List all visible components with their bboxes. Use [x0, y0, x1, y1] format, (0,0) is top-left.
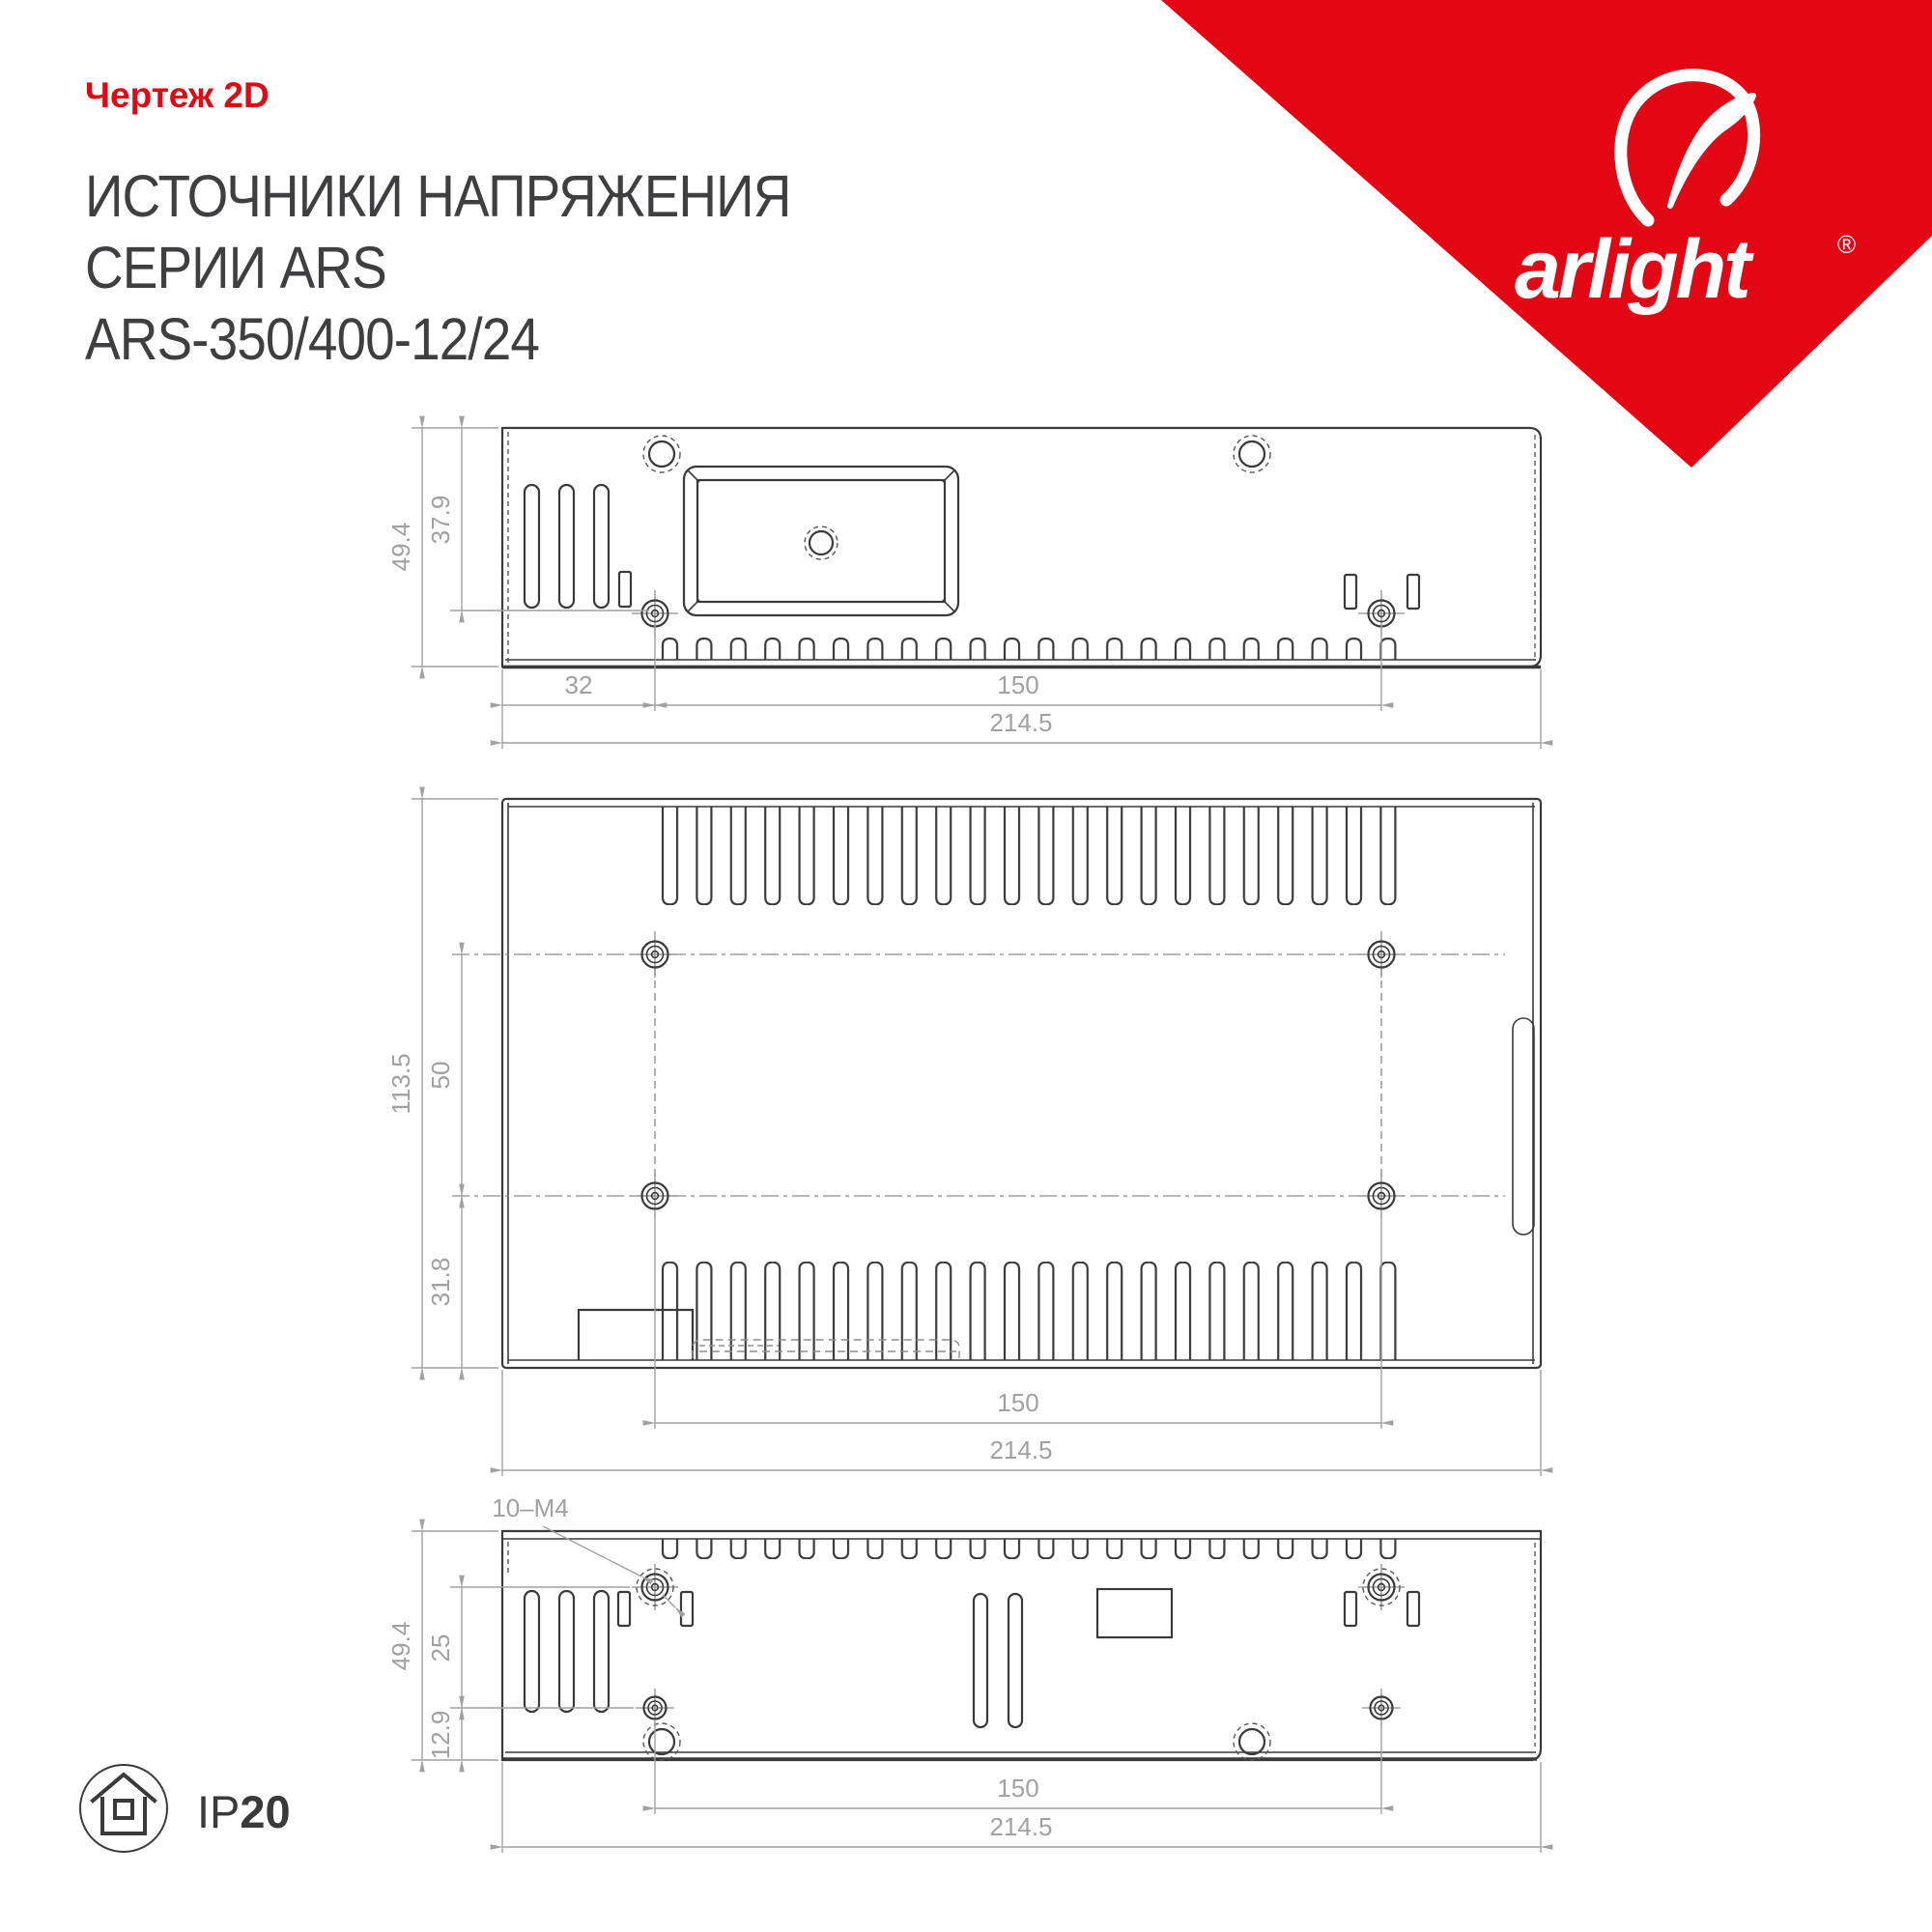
back-hole — [649, 1729, 674, 1754]
mount-screw — [632, 931, 678, 978]
top-upper-vents — [653, 807, 1406, 905]
dim-total-height: 49.4 — [386, 1621, 415, 1671]
front-bottom-vents — [653, 638, 1406, 660]
back-small-slot — [1345, 1592, 1356, 1626]
cover-screw-hole — [810, 531, 833, 554]
thread-label: 10–M4 — [492, 1493, 569, 1522]
back-center-slot — [1009, 1594, 1022, 1727]
dim-screw-spacing-y: 50 — [426, 1061, 455, 1090]
back-small-slot — [618, 1592, 630, 1626]
back-small-slot — [681, 1592, 693, 1626]
back-hole — [1239, 1729, 1264, 1754]
ip-prefix: IP — [197, 1786, 241, 1837]
title-line-3: ARS-350/400-12/24 — [85, 306, 539, 372]
ip-rating — [197, 1785, 291, 1838]
back-center-slot — [974, 1594, 987, 1727]
indoor-use-icon — [80, 1765, 167, 1852]
terminal-cover — [684, 467, 958, 615]
front-vent-slot — [559, 485, 574, 608]
front-small-slot — [1345, 575, 1356, 609]
dim-bottom-margin: 12.9 — [426, 1710, 455, 1760]
back-small-slot — [1407, 1592, 1419, 1626]
front-vent-slot — [525, 485, 539, 608]
front-vent-slot — [594, 485, 609, 608]
back-top-vents — [653, 1539, 1406, 1559]
dim-total-width: 214.5 — [989, 1435, 1053, 1464]
drawing-type-label: Чертеж 2D — [85, 75, 270, 115]
front-view — [386, 428, 1541, 749]
front-small-slot — [619, 572, 631, 607]
top-view — [386, 799, 1541, 1476]
dim-total-width: 214.5 — [989, 1812, 1053, 1841]
brand-wordmark: arlight — [1515, 223, 1748, 316]
front-hole — [649, 441, 674, 467]
front-body-outline — [502, 428, 1541, 667]
back-vent-slot — [594, 1591, 609, 1712]
title-line-2: СЕРИИ ARS — [85, 235, 386, 300]
side-bracket-outline — [1513, 1018, 1534, 1235]
ip-value: 20 — [240, 1786, 291, 1837]
dim-total-height: 49.4 — [386, 522, 415, 572]
top-lower-vents — [653, 1262, 1406, 1360]
registered-mark-icon: ® — [1837, 230, 1857, 259]
dim-total-width: 214.5 — [989, 708, 1053, 737]
dim-screw-spacing-x: 150 — [997, 1774, 1039, 1803]
back-label-cutout — [1097, 1589, 1172, 1637]
dim-total-height: 113.5 — [386, 1053, 415, 1115]
dim-screw-spacing-y: 25 — [426, 1634, 455, 1662]
front-hole — [1239, 441, 1264, 467]
mount-screw — [1358, 931, 1405, 978]
back-view — [386, 1493, 1541, 1853]
dim-bottom-margin: 31.8 — [426, 1257, 455, 1307]
dim-screw-height: 37.9 — [426, 495, 455, 545]
dim-screw-offset: 32 — [564, 670, 593, 699]
front-small-slot — [1407, 575, 1419, 609]
dim-screw-spacing-x: 150 — [997, 1388, 1039, 1417]
thread-hole-m4 — [1358, 1564, 1405, 1610]
dim-screw-spacing: 150 — [997, 670, 1039, 699]
back-vent-slot — [525, 1591, 539, 1712]
title-line-1: ИСТОЧНИКИ НАПРЯЖЕНИЯ — [85, 163, 791, 229]
back-vent-slot — [559, 1591, 574, 1712]
